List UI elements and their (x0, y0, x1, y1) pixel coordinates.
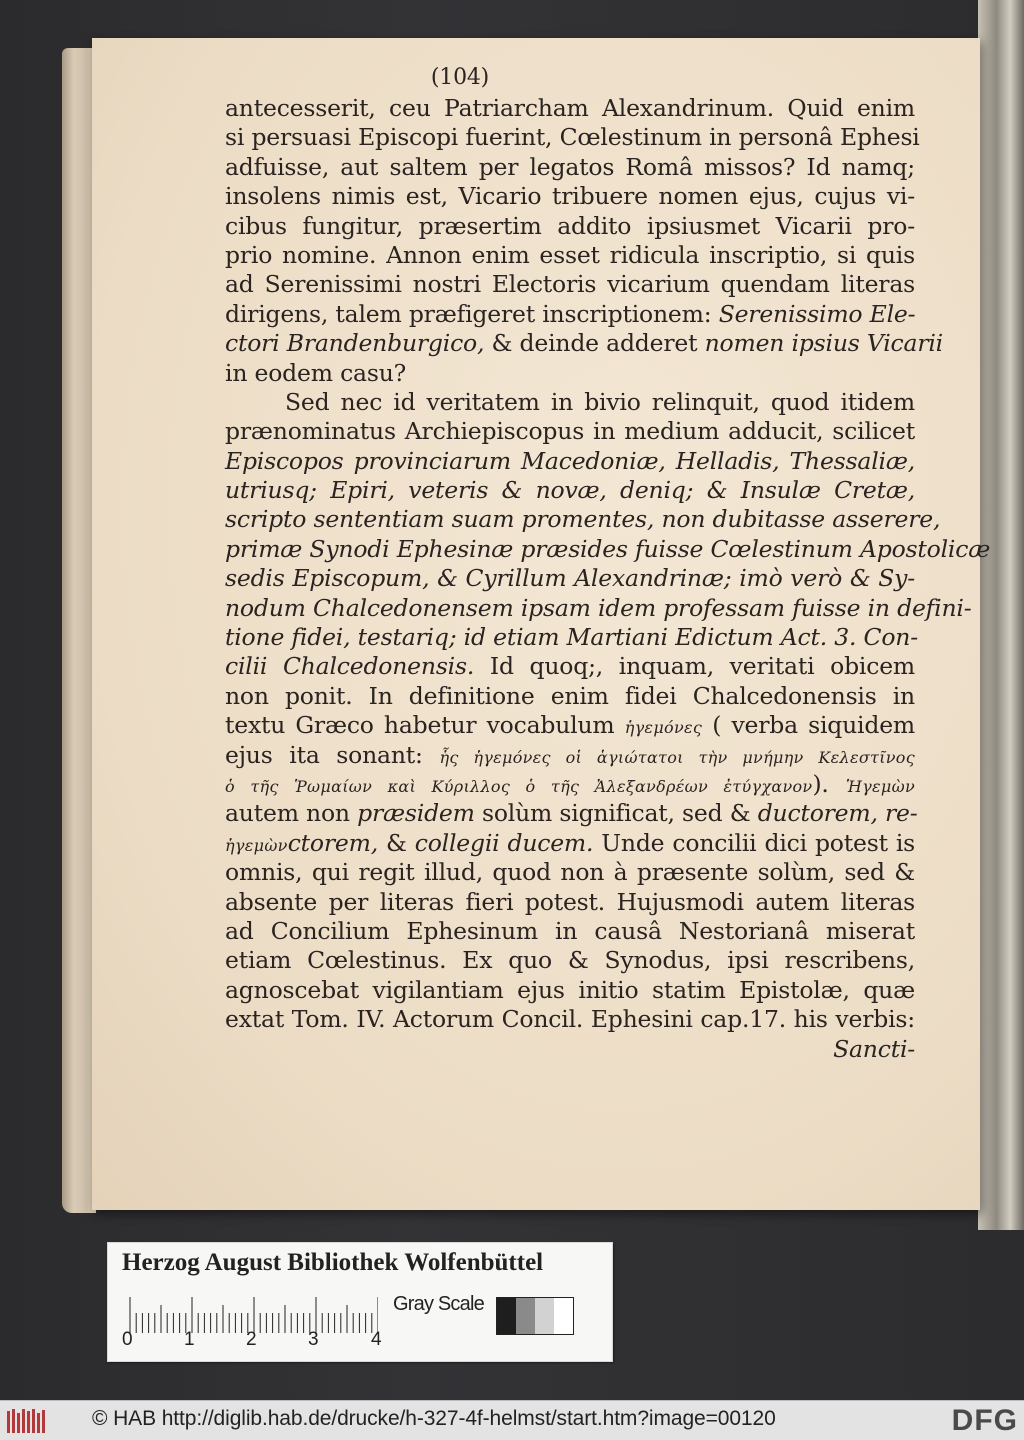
line-text: non ponit. In definitione enim fidei Chalcedonensis in (225, 681, 915, 710)
text-line (225, 946, 915, 975)
italic-text: collegii ducem. (414, 828, 594, 857)
italic-text: tione fidei, testariq; id etiam Martiani Edictum Act. 3. Con- (225, 623, 918, 652)
ruler-number: 3 (308, 1329, 319, 1350)
text-line (225, 799, 918, 828)
page-stack-edge (62, 48, 96, 1213)
line-text: antecesserit, ceu Patriarcham Alexandrinum. Quid enim (225, 94, 915, 122)
line-text: dirigens, talem præfigeret inscriptionem: (225, 299, 719, 328)
text-line (225, 564, 915, 593)
text-line (225, 300, 915, 329)
italic-text: ctori Brandenburgico, (225, 329, 485, 358)
italic-text: ductorem, re- (757, 799, 918, 828)
text-line (225, 153, 915, 182)
color-calibration-card (107, 1242, 613, 1362)
text-line (225, 741, 915, 770)
line-text: solùm significat, sed & (474, 799, 758, 828)
line-text: ). (812, 769, 846, 798)
text-line (225, 123, 920, 152)
text-line (225, 917, 915, 946)
line-text: extat Tom. IV. Actorum Concil. Ephesini cap.17. his verbis: (225, 1005, 915, 1034)
italic-text: nodum Chalcedonensem ipsam idem professam fuisse in defini- (225, 593, 972, 622)
line-text: & (377, 828, 415, 857)
line-text: autem non (225, 799, 358, 828)
italic-text: nomen ipsius Vicarii (704, 329, 943, 358)
gray-swatch-white (554, 1298, 573, 1334)
text-line (225, 241, 915, 270)
text-line (225, 359, 915, 388)
dfg-logo: DFG (951, 1404, 1018, 1437)
italic-text: utriusq; Epiri, veteris & novæ, deniq; & Insulæ Cretæ, (225, 476, 915, 505)
page-number: (104) (430, 65, 490, 90)
book-page (92, 38, 991, 1210)
italic-text: ctorem, (287, 828, 378, 857)
text-line (225, 829, 915, 858)
text-line (225, 505, 941, 534)
ruler-number: 2 (246, 1329, 257, 1350)
text-line (225, 94, 915, 123)
gray-swatch-dark (516, 1298, 535, 1334)
text-line (225, 182, 915, 211)
text-line (225, 329, 943, 358)
text-line (225, 270, 915, 299)
line-text: cibus fungitur, præsertim addito ipsiusmet Vicarii pro- (225, 211, 915, 240)
text-line (225, 623, 918, 652)
text-line (225, 476, 915, 505)
line-text: si persuasi Episcopi fuerint, Cœlestinum in personâ Ephesi (225, 123, 920, 152)
line-text: ad Serenissimi nostri Electoris vicarium quendam literas (225, 270, 915, 299)
gray-swatch-black (497, 1298, 516, 1334)
text-line (225, 858, 915, 887)
gray-scale-swatches (496, 1297, 574, 1335)
italic-text: sedis Episcopum, & Cyrillum Alexandrinæ; imò verò & Sy- (225, 564, 915, 593)
line-text: ( verba siquidem (702, 711, 915, 740)
line-text: ejus ita sonant: (225, 740, 440, 769)
line-text: omnis, qui regit illud, quod non à præsente solùm, sed & (225, 858, 915, 887)
footer-bar (0, 1400, 1024, 1440)
italic-text: Serenissimo Ele- (718, 299, 916, 328)
line-text: insolens nimis est, Vicario tribuere nomen ejus, cujus vi- (225, 182, 915, 211)
gray-scale-label: Gray Scale (393, 1293, 484, 1315)
line-text: etiam Cœlestinus. Ex quo & Synodus, ipsi rescribens, (225, 946, 915, 975)
ruler-number: 0 (122, 1329, 133, 1350)
italic-text: Sancti- (833, 1034, 915, 1063)
text-line (225, 888, 915, 917)
line-text: Id quoq;, inquam, veritati obicem (474, 652, 915, 681)
italic-text: præsidem (357, 799, 475, 828)
gray-swatch-light (535, 1298, 554, 1334)
greek-text: ἡγεμὼν (225, 835, 288, 855)
copyright-url[interactable]: © HAB http://diglib.hab.de/drucke/h-327-4f-helmst/start.htm?image=00120 (92, 1407, 776, 1430)
library-name: Herzog August Bibliothek Wolfenbüttel (122, 1249, 544, 1276)
italic-text: cilii Chalcedonensis. (225, 652, 475, 681)
line-text: absente per literas fieri potest. Hujusmodi autem literas (225, 887, 915, 916)
text-line (225, 417, 915, 446)
text-line (225, 534, 991, 564)
text-line (225, 652, 915, 681)
italic-text: Episcopos provinciarum Macedoniæ, Helladis, Thessaliæ, (225, 446, 915, 475)
greek-text: ὁ τῆς Ῥωμαίων καὶ Κύριλλος ὁ τῆς Ἀλεξανδρέων ἐτύγχανον (225, 776, 813, 796)
text-line (225, 447, 915, 476)
line-text: textu Græco habetur vocabulum (225, 711, 625, 740)
ruler-number: 1 (184, 1329, 195, 1350)
text-line (225, 711, 915, 740)
ruler-number: 4 (371, 1329, 382, 1350)
line-text: prio nomine. Annon enim esset ridicula inscriptio, si quis (225, 240, 915, 269)
line-text: in eodem casu? (225, 358, 407, 387)
line-text: Sed nec id veritatem in bivio relinquit, quod itidem (285, 387, 915, 416)
italic-text: scripto sententiam suam promentes, non dubitasse asserere, (225, 505, 941, 534)
text-lines (225, 94, 991, 1064)
line-text: ad Concilium Ephesinum in causâ Nestorianâ miserat (225, 916, 915, 945)
library-logo-icon (6, 1407, 48, 1435)
text-line (225, 212, 915, 241)
text-line (225, 682, 915, 711)
text-line (225, 388, 915, 417)
line-text: agnoscebat vigilantiam ejus initio statim Epistolæ, quæ (225, 975, 915, 1004)
text-line (225, 770, 915, 799)
page-text (225, 64, 991, 1064)
greek-text: Ἡγεμὼν (846, 776, 915, 796)
greek-text: ἧς ἡγεμόνες οἱ ἁγιώτατοι τὴν μνήμην Κελεστῖνος (439, 747, 915, 767)
line-text: & deinde adderet (484, 329, 705, 358)
greek-text: ἡγεμόνες (624, 718, 703, 738)
text-line (225, 1035, 915, 1064)
ruler-numbers (122, 1329, 392, 1353)
line-text: concilii dici potest is (672, 828, 916, 857)
text-line (225, 976, 915, 1005)
text-line (225, 593, 972, 623)
line-text: Unde (593, 828, 673, 857)
ruler-scale (128, 1295, 378, 1333)
italic-text: primæ Synodi Ephesinæ præsides fuisse Cœlestinum Apostolicæ (225, 534, 991, 563)
book-edge (978, 0, 1024, 1230)
line-text: prænominatus Archiepiscopus in medium adducit, scilicet (225, 417, 915, 446)
line-text: adfuisse, aut saltem per legatos Româ missos? Id namq; (225, 152, 915, 181)
text-line (225, 1005, 915, 1034)
